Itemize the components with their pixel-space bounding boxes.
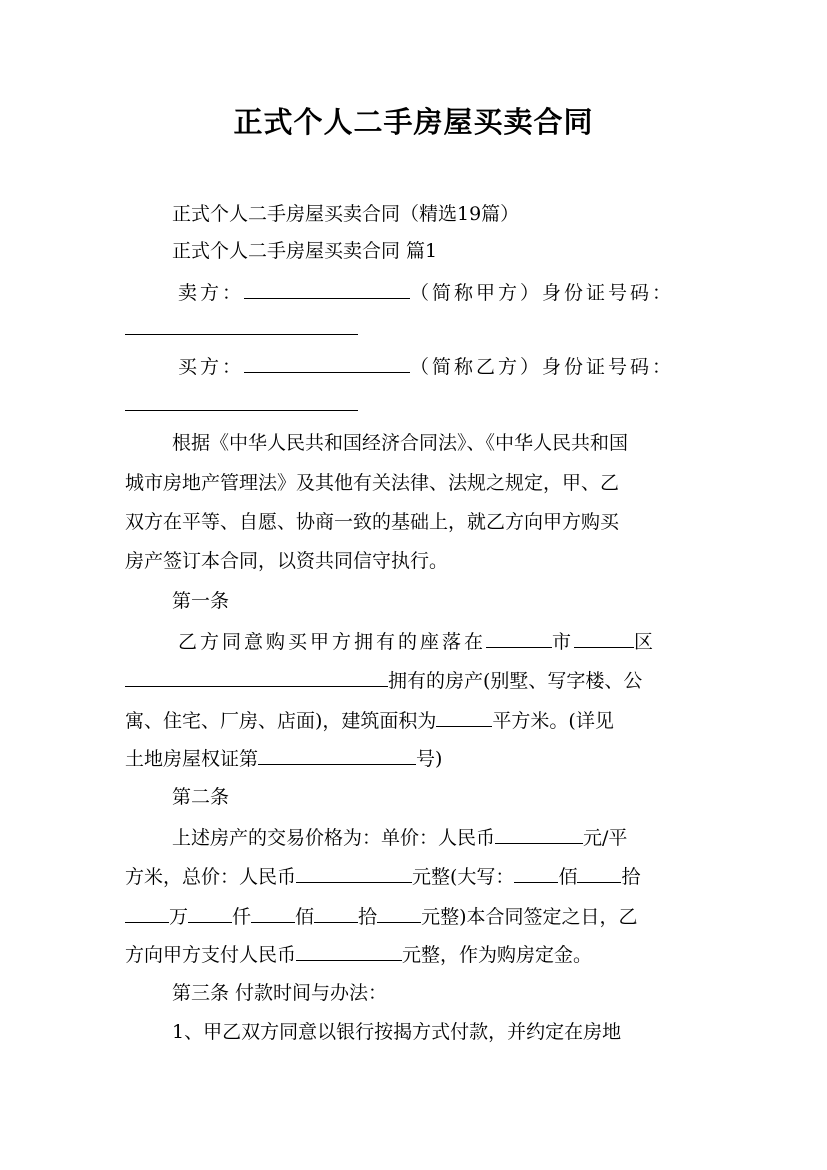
seller-name-blank bbox=[244, 278, 410, 299]
article2-heading: 第二条 bbox=[172, 786, 230, 808]
article1-text: 市 bbox=[552, 631, 575, 653]
intro-line: 双方在平等、自愿、协商一致的基础上，就乙方向甲方购买 bbox=[125, 511, 620, 533]
article2-text: 方向甲方支付人民币 bbox=[125, 944, 297, 966]
document-title: 正式个人二手房屋买卖合同 bbox=[233, 105, 594, 139]
buyer-line bbox=[178, 352, 674, 380]
article2-text: 元整(大写： bbox=[412, 866, 515, 888]
intro-line: 房产签订本合同，以资共同信守执行。 bbox=[125, 550, 449, 572]
section-heading: 正式个人二手房屋买卖合同 篇1 bbox=[172, 240, 438, 262]
seller-line bbox=[178, 278, 674, 306]
buyer-id-blank bbox=[125, 390, 358, 411]
article2-text: 佰 bbox=[558, 866, 578, 888]
buyer-label: 买方： bbox=[178, 356, 245, 378]
seller-label: 卖方： bbox=[178, 282, 245, 304]
article2-text: 元整)本合同签定之日，乙 bbox=[421, 906, 638, 928]
amount-blank bbox=[377, 902, 421, 923]
article2-line bbox=[125, 940, 592, 968]
article2-text: 佰 bbox=[295, 906, 315, 928]
buyer-name-blank bbox=[244, 352, 410, 373]
buyer-id-line bbox=[125, 390, 358, 418]
amount-blank bbox=[125, 902, 169, 923]
article2-text: 上述房产的交易价格为：单价：人民币 bbox=[172, 827, 496, 849]
buyer-suffix: （简称乙方）身份证号码： bbox=[410, 356, 675, 378]
article1-text: 号) bbox=[416, 748, 443, 770]
article2-text: 仟 bbox=[232, 906, 252, 928]
article2-text: 元/平 bbox=[583, 827, 628, 849]
unit-price-blank bbox=[495, 823, 583, 844]
article2-text: 拾 bbox=[621, 866, 641, 888]
amount-blank bbox=[514, 862, 558, 883]
amount-blank bbox=[251, 902, 295, 923]
area-blank bbox=[436, 706, 492, 727]
district-blank bbox=[574, 627, 634, 648]
article1-text: 区 bbox=[634, 631, 657, 653]
article1-line bbox=[178, 627, 656, 655]
amount-blank bbox=[314, 902, 358, 923]
address-blank bbox=[125, 666, 388, 687]
article2-text: 方米，总价：人民币 bbox=[125, 866, 297, 888]
article2-line bbox=[125, 902, 637, 930]
article1-heading: 第一条 bbox=[172, 590, 230, 612]
article2-text: 万 bbox=[169, 906, 189, 928]
certificate-number-blank bbox=[258, 744, 416, 765]
article3-heading: 第三条 付款时间与办法： bbox=[172, 982, 388, 1004]
article2-text: 元整，作为购房定金。 bbox=[402, 944, 593, 966]
article1-line bbox=[125, 744, 442, 772]
article1-line bbox=[125, 666, 642, 694]
article2-line bbox=[172, 823, 627, 851]
seller-id-blank bbox=[125, 314, 358, 335]
amount-blank bbox=[188, 902, 232, 923]
deposit-blank bbox=[296, 940, 402, 961]
article1-text: 平方米。(详见 bbox=[492, 710, 614, 732]
article2-line bbox=[125, 862, 640, 890]
amount-blank bbox=[577, 862, 621, 883]
article1-text: 土地房屋权证第 bbox=[125, 748, 259, 770]
city-blank bbox=[486, 627, 552, 648]
article1-text: 拥有的房产(别墅、写字楼、公 bbox=[388, 670, 643, 692]
seller-id-line bbox=[125, 314, 358, 342]
intro-line: 城市房地产管理法》及其他有关法律、法规之规定，甲、乙 bbox=[125, 472, 620, 494]
seller-suffix: （简称甲方）身份证号码： bbox=[410, 282, 675, 304]
article1-text: 寓、住宅、厂房、店面)，建筑面积为 bbox=[125, 710, 437, 732]
article1-line bbox=[125, 706, 614, 734]
total-price-blank bbox=[296, 862, 412, 883]
intro-line: 根据《中华人民共和国经济合同法》、《中华人民共和国 bbox=[172, 432, 629, 454]
article2-text: 拾 bbox=[358, 906, 378, 928]
document-subtitle: 正式个人二手房屋买卖合同（精选19篇） bbox=[172, 203, 520, 225]
article3-line: 1、甲乙双方同意以银行按揭方式付款，并约定在房地 bbox=[172, 1021, 622, 1043]
article1-text: 乙方同意购买甲方拥有的座落在 bbox=[178, 631, 487, 653]
